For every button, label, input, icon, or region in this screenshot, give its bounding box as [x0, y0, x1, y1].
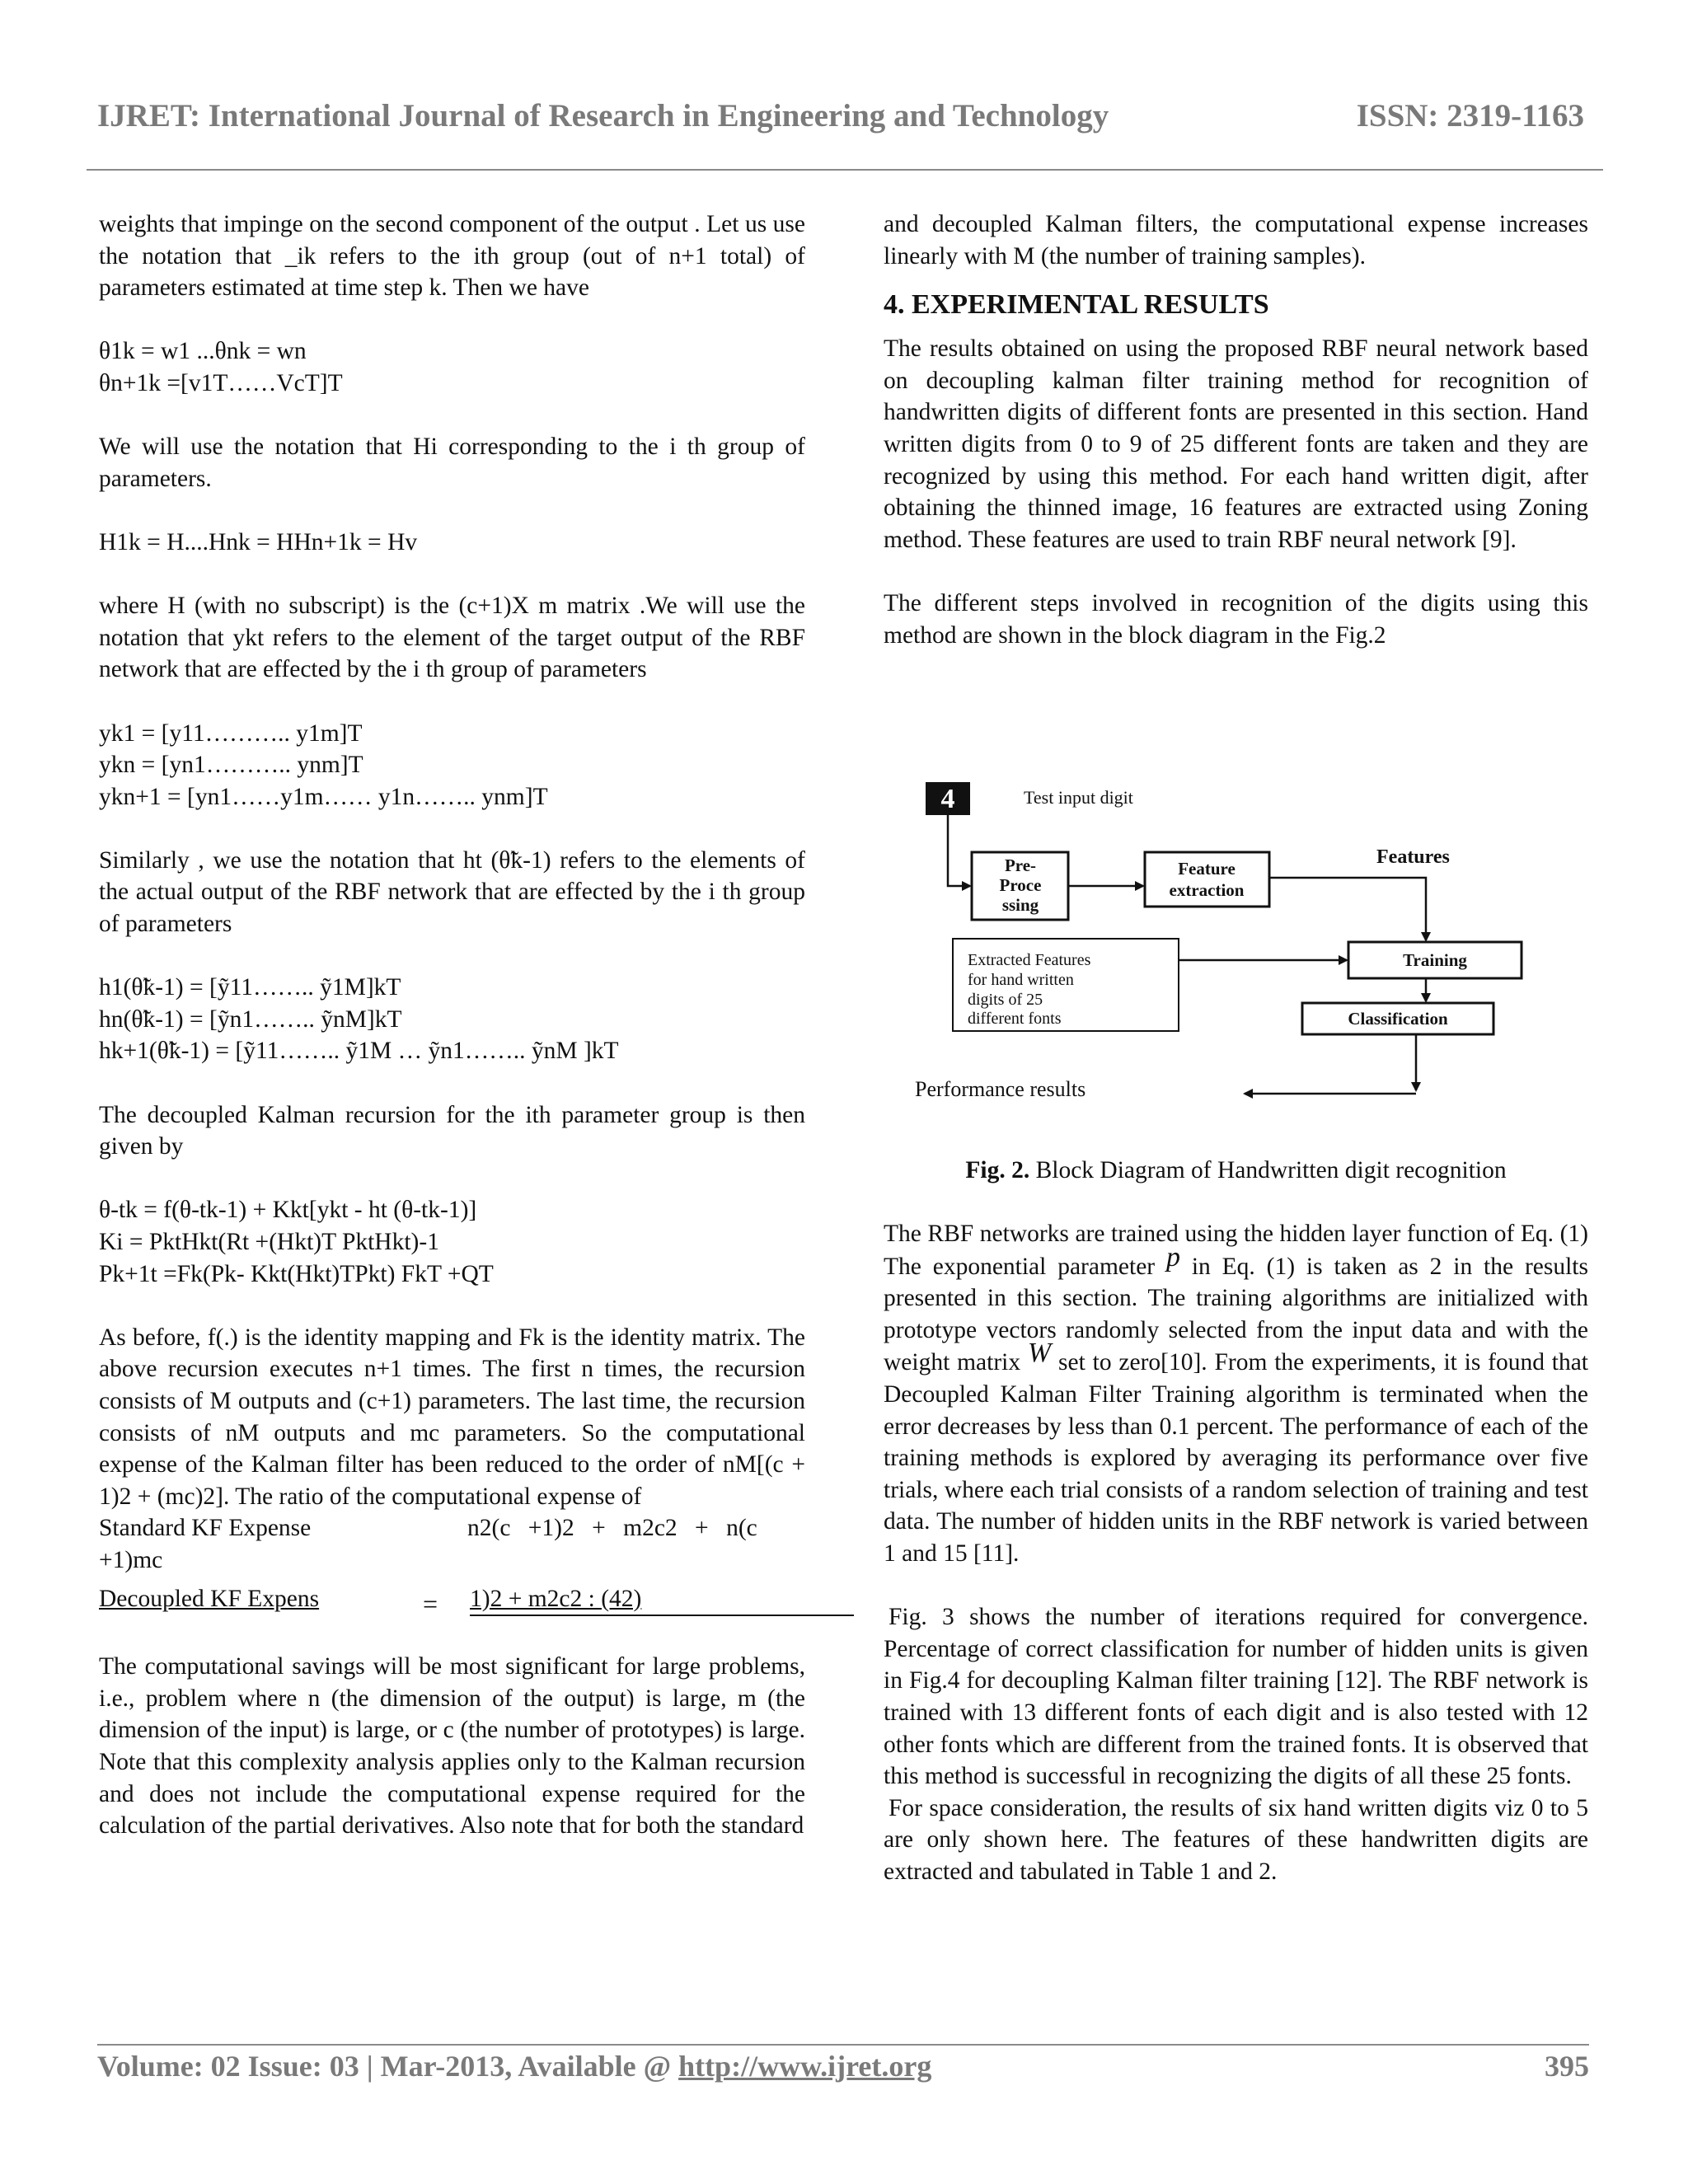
equation-block: [99, 718, 805, 813]
page-header: [97, 97, 1584, 138]
decoupled-expression: 1)2 + m2c2 : (42): [470, 1585, 642, 1612]
figure-caption: [884, 1155, 1588, 1186]
equation-line: θ-tk = f(θ-tk-1) + Kkt[ykt - ht (θ-tk-1)]: [99, 1197, 477, 1224]
paragraph: The results obtained on using the proposed RBF neural network based on decoupling kalman filter training method for recognition of handwritten digits of different fonts are presented in this section. Hand written digits from 0 to 9 of 25 different fonts are taken and they are recognized by using this method. For each hand written digit, after obtaining the thinned image, 16 features are extracted using Zoning method. These features are used to train RBF neural network [9].: [884, 335, 1588, 553]
equation-block: [99, 972, 805, 1067]
right-column: [884, 209, 1588, 651]
performance-label: Performance results: [915, 1077, 1086, 1101]
ratio-continuation: +1)mc: [99, 1546, 163, 1573]
equation-line: H1k = H....Hnk = HHn+1k = Hv: [99, 528, 418, 555]
journal-title: IJRET: International Journal of Research in Engineering and Technology: [97, 98, 1109, 134]
paragraph-text: set to zero[10]. From the experiments, it is found that Decoupled Kalman Filter Training algorithm is terminated when the error decreases by less than 0.1 percent. The performance of each of the training methods is explored by averaging its performance over five trials, where each trial consists of a random selection of training and test data. The number of hidden units in the RBF network is varied between 1 and 15 [11].: [884, 1349, 1589, 1567]
header-rule: [87, 169, 1603, 171]
paragraph: For space consideration, the results of six hand written digits viz 0 to 5 are only shown here. The features of these handwritten digits are extracted and tabulated in Table 1 and 2.: [884, 1794, 1588, 1885]
equation-line: hk+1(θ̃k-1) = [ỹ11…….. ỹ1M … ỹn1…….. ỹnM ]kT: [99, 1038, 619, 1065]
left-column: [99, 209, 805, 1842]
paragraph: and decoupled Kalman filters, the computational expense increases linearly with M (the number of training samples).: [884, 211, 1588, 269]
journal-link[interactable]: http://www.ijret.org: [678, 2050, 932, 2083]
arrow-feature-to-training: [1269, 878, 1426, 940]
equation-block: [99, 1194, 805, 1290]
paragraph: The computational savings will be most significant for large problems, i.e., problem where n (the dimension of the output) is large, m (the dimension of the input) is large, or c (the number of prototypes) is large. Note that this complexity analysis applies only to the Kalman recursion and does not include the computational expense required for the calculation of the partial derivatives. Also note that for both the standard: [99, 1653, 805, 1840]
paragraph: where H (with no subscript) is the (c+1)X m matrix .We will use the notation that ykt refers to the element of the target output of the RBF network that are effected by the i th group of parameters: [99, 593, 805, 683]
extracted-label: different fonts: [968, 1010, 1062, 1028]
equation-line: Ki = PktHkt(Rt +(Hkt)T PktHkt)-1: [99, 1229, 439, 1255]
volume-info: [97, 2049, 931, 2083]
feature-extraction-label: Feature: [1178, 859, 1236, 879]
equation-line: h1(θ̃k-1) = [ỹ11…….. ỹ1M]kT: [99, 974, 401, 1001]
equation-line: hn(θ̃k-1) = [ỹn1…….. ỹnM]kT: [99, 1005, 402, 1033]
decoupled-label: Decoupled KF Expens: [99, 1585, 320, 1612]
preprocessing-label: Proce: [999, 875, 1042, 895]
extracted-label: Extracted Features: [968, 951, 1091, 969]
symbol-p: p: [1165, 1241, 1180, 1272]
equation-line: yk1 = [y11……….. y1m]T: [99, 719, 363, 747]
preprocessing-label: Pre-: [1004, 855, 1037, 875]
equation-line: ykn+1 = [yn1……y1m…… y1n…….. ynm]T: [99, 783, 548, 810]
paragraph-text: in Eq. (1) is taken as 2 in the results presented in this section. The training algorithms are initialized with prototype vectors randomly selected from the input data and with the weight matrix: [884, 1253, 1588, 1376]
arrow-digit-to-preprocessing: [948, 815, 970, 886]
ratio-expression: n2(c +1)2 + m2c2 + n(c: [467, 1515, 757, 1542]
test-input-label: Test input digit: [1024, 787, 1133, 808]
page-number: 395: [1545, 2050, 1589, 2083]
paragraph: [884, 1218, 1588, 1570]
training-label: Training: [1403, 950, 1467, 970]
paragraph: We will use the notation that Hi corresponding to the i th group of parameters.: [99, 434, 805, 492]
equals-sign: =: [423, 1588, 438, 1619]
ratio-label: Standard KF Expense: [99, 1515, 312, 1542]
paragraph: As before, f(.) is the identity mapping and Fk is the identity matrix. The above recursion executes n+1 times. The first n times, the recursion consists of M outputs and (c+1) parameters. The last time, the recursion consists of nM outputs and mc parameters. So the computational expense of the Kalman filter has been reduced to the order of nM[(c + 1)2 + (mc)2]. The ratio of the computational expense of: [99, 1324, 805, 1510]
ratio-row: [99, 1512, 805, 1544]
paragraph-text: The RBF networks are trained using the hidden layer function of Eq. (1) The exponential parameter: [884, 1221, 1588, 1280]
footer-rule: [97, 2044, 1589, 2046]
paragraph: Similarly , we use the notation that ht (θ̃k-1) refers to the elements of the actual output of the RBF network that are effected by the i th group of parameters: [99, 846, 805, 938]
block-diagram: [898, 771, 1558, 1117]
paragraph: weights that impinge on the second component of the output . Let us use the notation that _ik refers to the ith group (out of n+1 total) of parameters estimated at time step k. Then we have: [99, 211, 805, 302]
section-heading: 4. EXPERIMENTAL RESULTS: [884, 289, 1269, 321]
volume-text: Volume: 02 Issue: 03 | Mar-2013, Available @: [97, 2050, 679, 2083]
paragraph: The different steps involved in recognition of the digits using this method are shown in the block diagram in the Fig.2: [884, 589, 1588, 649]
caption-label: Fig. 2.: [965, 1157, 1030, 1183]
equation-line: Pk+1t =Fk(Pk- Kkt(Hkt)TPkt) FkT +QT: [99, 1260, 494, 1287]
preprocessing-label: ssing: [1001, 895, 1039, 915]
paragraph: The decoupled Kalman recursion for the ith parameter group is then given by: [99, 1101, 805, 1160]
extracted-label: for hand written: [968, 971, 1074, 989]
right-column-lower: [884, 1218, 1588, 1887]
extracted-label: digits of 25: [968, 991, 1043, 1009]
feature-extraction-label: extraction: [1169, 880, 1245, 900]
classification-label: Classification: [1348, 1009, 1448, 1029]
equation-block: [99, 335, 805, 399]
paragraph: Fig. 3 shows the number of iterations required for convergence. Percentage of correct classification for number of hidden units is given in Fig.4 for decoupling Kalman filter training [12]. The RBF network is trained with 13 different fonts of each digit and is also tested with 12 other fonts which are different from the trained fonts. It is observed that this method is successful in recognizing the digits of all these 25 fonts.: [884, 1604, 1588, 1790]
equation-block: [99, 527, 805, 559]
equation-line: θn+1k =[v1T……VcT]T: [99, 369, 343, 396]
caption-text: Block Diagram of Handwritten digit recognition: [1029, 1157, 1507, 1183]
digit-label: 4: [940, 784, 955, 814]
decoupled-ratio-row: [99, 1577, 805, 1619]
equation-line: θ1k = w1 ...θnk = wn: [99, 338, 307, 365]
page-footer: [97, 2049, 1589, 2090]
issn: ISSN: 2319-1163: [1356, 98, 1584, 134]
features-label: Features: [1376, 846, 1450, 868]
symbol-w: W: [1027, 1338, 1052, 1369]
fraction-rule: [470, 1615, 854, 1616]
equation-line: ykn = [yn1……….. ynm]T: [99, 752, 363, 779]
